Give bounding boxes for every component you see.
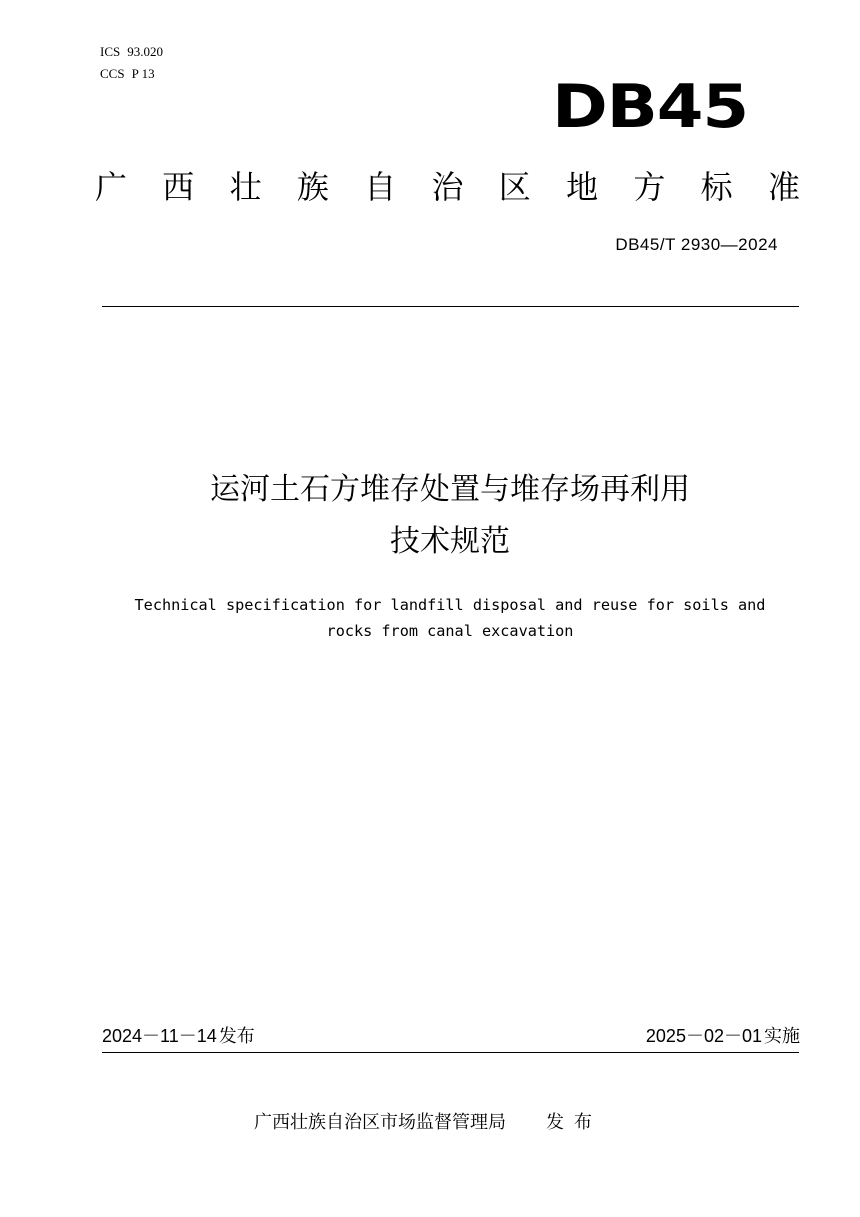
classification-codes: [100, 41, 163, 85]
ccs-value: P 13: [131, 66, 155, 81]
standard-type-char: 壮: [229, 168, 262, 206]
standard-type-char: 族: [296, 168, 329, 206]
standard-type-char: 方: [633, 168, 666, 206]
ccs-label: CCS: [100, 66, 125, 81]
ics-label: ICS: [100, 44, 121, 59]
standard-type-char: 自: [364, 168, 397, 206]
implementation-date-value: 2025－02－01: [645, 1026, 762, 1046]
ics-code: [100, 41, 163, 63]
standard-type-heading: [95, 164, 800, 210]
issue-date-suffix: 发布: [218, 1026, 255, 1047]
implementation-date: [646, 1024, 800, 1049]
chinese-title-line-2: 技术规范: [390, 524, 510, 559]
ics-value: 93.020: [127, 44, 163, 59]
bottom-divider: [102, 1052, 799, 1053]
standard-type-char: 西: [162, 168, 195, 206]
standard-type-char: 广: [95, 168, 128, 206]
standard-type-char: 区: [498, 168, 531, 206]
issue-date: [102, 1024, 255, 1049]
issuer-verb: 发布: [546, 1112, 602, 1133]
issue-date-value: 2024－11－14: [102, 1026, 217, 1046]
db45-logo: DB45: [552, 72, 749, 142]
english-title-line-2: rocks from canal excavation: [326, 622, 574, 640]
ccs-code: [100, 63, 163, 85]
standard-type-char: 治: [431, 168, 464, 206]
standard-type-char: 地: [566, 168, 599, 206]
english-title-line-1: Technical specification for landfill disposal and reuse for soils and: [134, 596, 766, 614]
standard-number: DB45/T 2930—2024: [615, 235, 778, 254]
issuing-authority: [254, 1110, 602, 1136]
issuer-name: 广西壮族自治区市场监督管理局: [254, 1112, 506, 1133]
standard-type-char: 准: [767, 168, 800, 206]
implementation-date-suffix: 实施: [764, 1026, 800, 1047]
standard-type-char: 标: [700, 168, 733, 206]
chinese-title-line-1: 运河土石方堆存处置与堆存场再利用: [210, 472, 690, 507]
top-divider: [102, 306, 799, 307]
